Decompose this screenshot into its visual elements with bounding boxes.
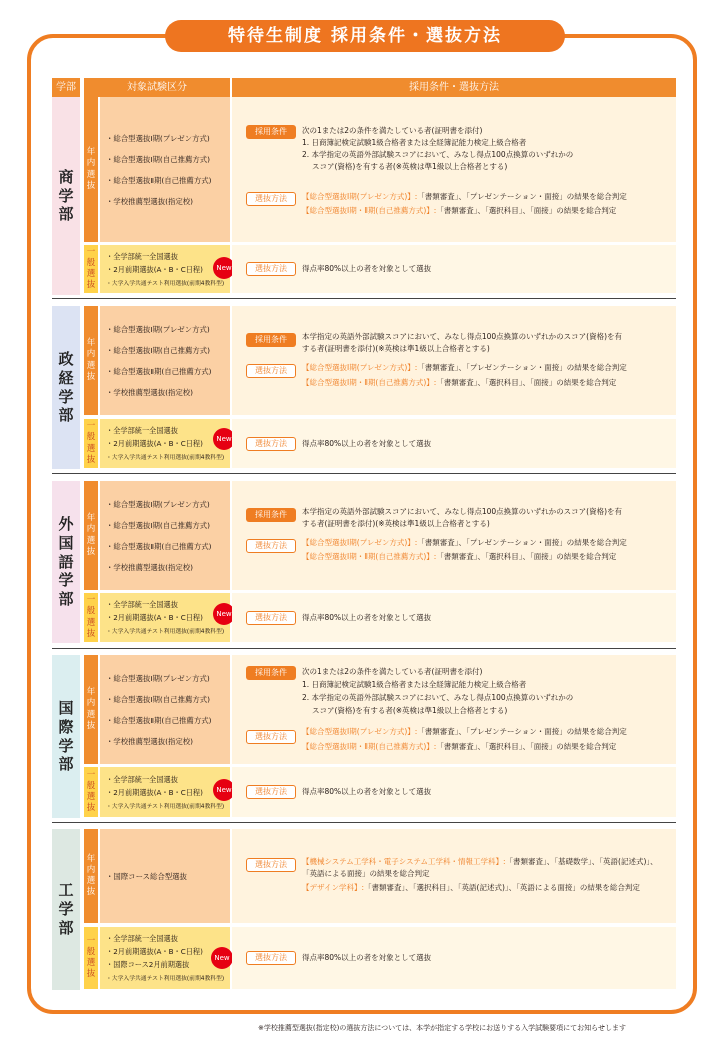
- badge-senbatsu: 選抜方法: [246, 262, 296, 276]
- cond-box-ippan: [232, 593, 676, 642]
- text: ・総合型選抜Ⅰ期(プレゼン方式): [106, 324, 210, 334]
- header-cond: 採用条件・選抜方法: [232, 78, 676, 97]
- text: ・全学部統一全国選抜: [106, 774, 178, 784]
- exam-list-nennai: [100, 306, 230, 415]
- text: ・2月前期選抜(A・B・C日程): [106, 613, 203, 622]
- text: 商学部: [58, 167, 74, 224]
- text: 得点率80%以上の者を対象として選抜: [302, 613, 432, 622]
- text: 「書類審査」、「プレゼンテーション・面接」の結果を総合判定: [417, 538, 627, 547]
- exam-list-ippan: [100, 245, 230, 293]
- text: [302, 741, 616, 753]
- tag-nennai: [84, 829, 98, 923]
- page-title: 特待生制度 採用条件・選抜方法: [165, 20, 565, 52]
- text: ・総合型選抜Ⅰ期(自己推薦方式): [106, 520, 211, 530]
- method-label: 【総合型選抜Ⅰ期(プレゼン方式)】:: [302, 727, 418, 736]
- badge-senbatsu: 選抜方法: [246, 192, 296, 206]
- text: [302, 362, 627, 374]
- text: 政経学部: [58, 350, 74, 425]
- new-badge: New: [213, 428, 235, 450]
- cond-box-nennai: [232, 481, 676, 590]
- method-label: 【総合型選抜Ⅰ期(プレゼン方式)】:: [302, 363, 418, 372]
- text: ・総合型選抜Ⅰ期(プレゼン方式): [106, 133, 210, 143]
- new-badge: New: [213, 779, 235, 801]
- text: 一般選抜: [86, 769, 96, 814]
- text: [302, 205, 616, 217]
- dept-kogaku: [52, 829, 80, 990]
- text: [302, 191, 627, 203]
- exam-list-nennai: [100, 481, 230, 590]
- text: [302, 856, 658, 868]
- text: ・全学部統一全国選抜: [106, 251, 178, 261]
- cond-box-nennai: [232, 655, 676, 764]
- text: 本学指定の英語外部試験スコアにおいて、みなし得点100点換算のいずれかのスコア(資格)を有: [302, 332, 623, 341]
- exam-list-ippan: [100, 419, 230, 468]
- text: 得点率80%以上の者を対象として選抜: [302, 264, 432, 273]
- exam-list-nennai: [100, 97, 230, 242]
- text: ・2月前期選抜(A・B・C日程): [106, 787, 203, 797]
- text: ・大学入学共通テスト利用選抜(前期4教科型): [106, 455, 225, 461]
- tag-ippan: [84, 593, 98, 642]
- text: 「書類審査」、「選択科目」、「英語(記述式)」、「英語による面接」の結果を総合判定: [364, 883, 640, 892]
- text: ・学校推薦型選抜(指定校): [106, 196, 194, 206]
- header-exam: 対象試験区分: [84, 78, 230, 97]
- tag-ippan: [84, 245, 98, 293]
- cond-box-nennai: [232, 306, 676, 415]
- text: 「書類審査」、「選択科目」、「面接」の結果を総合判定: [436, 552, 617, 561]
- text: 次の1または2の条件を満たしている者(証明書を添付): [302, 126, 483, 135]
- tag-nennai: [84, 306, 98, 415]
- text: [302, 551, 616, 563]
- method-label: 【機械システム工学科・電子システム工学科・情報工学科】:: [302, 857, 506, 866]
- badge-saiyo: 採用条件: [246, 333, 296, 347]
- tag-ippan: [84, 927, 98, 989]
- text: ・2月前期選抜(A・B・C日程): [106, 439, 203, 448]
- text: 1. 日商簿記検定試験1級合格者または全経簿記能力検定上級合格者: [302, 680, 527, 689]
- tag-nennai: [84, 655, 98, 764]
- badge-saiyo: 採用条件: [246, 666, 296, 680]
- cond-box-nennai: [232, 97, 676, 242]
- method-label: 【デザイン学科】:: [302, 883, 365, 892]
- cond-box-nennai: [232, 829, 676, 923]
- text: 国際学部: [58, 699, 74, 774]
- text: ・大学入学共通テスト利用選抜(前期4教科型): [106, 629, 225, 635]
- new-badge: New: [213, 603, 235, 625]
- method-label: 【総合型選抜Ⅰ期・Ⅱ期(自己推薦方式)】:: [302, 206, 437, 215]
- badge-senbatsu: 選抜方法: [246, 785, 296, 799]
- badge-senbatsu: 選抜方法: [246, 951, 296, 965]
- badge-senbatsu: 選抜方法: [246, 611, 296, 625]
- text: 年内選抜: [86, 687, 96, 731]
- divider: [52, 648, 676, 649]
- cond-box-ippan: [232, 245, 676, 293]
- text: ・総合型選抜Ⅱ期(自己推薦方式): [106, 715, 212, 725]
- text: ・国際コース総合型選抜: [106, 871, 187, 881]
- text: 「書類審査」、「プレゼンテーション・面接」の結果を総合判定: [417, 363, 627, 372]
- text: 「書類審査」、「基礎数学」、「英語(記述式)」、: [505, 857, 658, 866]
- text: ・大学入学共通テスト利用選抜(前期4教科型): [106, 976, 225, 982]
- cond-box-ippan: [232, 767, 676, 817]
- cond-box-ippan: [232, 419, 676, 468]
- tag-nennai: [84, 97, 98, 242]
- exam-list-ippan: [100, 767, 230, 817]
- text: 2. 本学指定の英語外部試験スコアにおいて、みなし得点100点換算のいずれかの: [302, 693, 574, 702]
- text: ・全学部統一全国選抜: [106, 934, 178, 943]
- text: スコア(資格)を有する者(※英検は準1級以上合格者とする): [312, 162, 508, 171]
- text: 「書類審査」、「選択科目」、「面接」の結果を総合判定: [436, 742, 617, 751]
- badge-senbatsu: 選抜方法: [246, 730, 296, 744]
- text: ・総合型選抜Ⅰ期(自己推薦方式): [106, 154, 211, 164]
- text: 一般選抜: [86, 935, 96, 980]
- text: 年内選抜: [86, 338, 96, 382]
- text: 得点率80%以上の者を対象として選抜: [302, 787, 432, 796]
- text: ・総合型選抜Ⅰ期(プレゼン方式): [106, 673, 210, 683]
- text: ・大学入学共通テスト利用選抜(前期4教科型): [106, 803, 225, 810]
- new-badge: New: [211, 947, 233, 969]
- text: 一般選抜: [86, 246, 96, 291]
- text: ・総合型選抜Ⅰ期(自己推薦方式): [106, 345, 211, 355]
- header-dept: 学部: [52, 78, 80, 97]
- text: ・総合型選抜Ⅱ期(自己推薦方式): [106, 541, 212, 551]
- text: 「書類審査」、「プレゼンテーション・面接」の結果を総合判定: [417, 727, 627, 736]
- badge-senbatsu: 選抜方法: [246, 858, 296, 872]
- exam-list-ippan: [100, 593, 230, 642]
- text: ・大学入学共通テスト利用選抜(前期4教科型): [106, 280, 225, 287]
- tag-ippan: [84, 419, 98, 468]
- text: 年内選抜: [86, 513, 96, 557]
- text: 外国語学部: [58, 515, 74, 609]
- new-badge: New: [213, 257, 235, 279]
- text: 「書類審査」、「プレゼンテーション・面接」の結果を総合判定: [417, 192, 627, 201]
- method-label: 【総合型選抜Ⅰ期・Ⅱ期(自己推薦方式)】:: [302, 742, 437, 751]
- text: 工学部: [58, 881, 74, 937]
- text: ・2月前期選抜(A・B・C日程): [106, 947, 203, 956]
- dept-kokusai: [52, 655, 80, 818]
- text: 2. 本学指定の英語外部試験スコアにおいて、みなし得点100点換算のいずれかの: [302, 150, 574, 159]
- method-label: 【総合型選抜Ⅰ期・Ⅱ期(自己推薦方式)】:: [302, 378, 437, 387]
- method-label: 【総合型選抜Ⅰ期・Ⅱ期(自己推薦方式)】:: [302, 552, 437, 561]
- dept-gaikokugo: [52, 481, 80, 643]
- tag-nennai: [84, 481, 98, 590]
- badge-senbatsu: 選抜方法: [246, 364, 296, 378]
- text: する者(証明書を添付)(※英検は準1級以上合格者とする): [302, 344, 490, 353]
- text: ・総合型選抜Ⅰ期(プレゼン方式): [106, 499, 210, 509]
- text: ・2月前期選抜(A・B・C日程): [106, 264, 203, 274]
- text: ・全学部統一全国選抜: [106, 600, 178, 609]
- text: 1. 日商簿記検定試験1級合格者または全経簿記能力検定上級合格者: [302, 138, 527, 147]
- text: 次の1または2の条件を満たしている者(証明書を添付): [302, 667, 483, 676]
- text: ・学校推薦型選抜(指定校): [106, 736, 194, 746]
- text: ・学校推薦型選抜(指定校): [106, 562, 194, 572]
- divider: [52, 298, 676, 299]
- text: 得点率80%以上の者を対象として選抜: [302, 439, 432, 448]
- text: 「書類審査」、「選択科目」、「面接」の結果を総合判定: [436, 378, 617, 387]
- text: スコア(資格)を有する者(※英検は準1級以上合格者とする): [312, 706, 508, 715]
- badge-saiyo: 採用条件: [246, 508, 296, 522]
- text: [302, 377, 616, 389]
- text: 本学指定の英語外部試験スコアにおいて、みなし得点100点換算のいずれかのスコア(資格)を有: [302, 507, 623, 516]
- dept-seikei: [52, 306, 80, 469]
- divider: [52, 473, 676, 474]
- text: 年内選抜: [86, 853, 96, 898]
- text: ・総合型選抜Ⅰ期(自己推薦方式): [106, 694, 211, 704]
- exam-list-nennai: [100, 655, 230, 764]
- tag-ippan: [84, 767, 98, 817]
- text: ・総合型選抜Ⅱ期(自己推薦方式): [106, 366, 212, 376]
- text: 得点率80%以上の者を対象として選抜: [302, 953, 432, 962]
- badge-senbatsu: 選抜方法: [246, 539, 296, 553]
- text: 年内選抜: [86, 147, 96, 191]
- footnote: ※学校推薦型選抜(指定校)の選抜方法については、本学が指定する学校にお送りする入学試験要項にてお知らせします: [258, 1024, 626, 1032]
- text: 一般選抜: [86, 595, 96, 639]
- exam-list-nennai: [100, 829, 230, 923]
- text: 「英語による面接」の結果を総合判定: [302, 869, 430, 878]
- badge-saiyo: 採用条件: [246, 125, 296, 139]
- cond-box-ippan: [232, 927, 676, 989]
- text: [302, 882, 640, 894]
- badge-senbatsu: 選抜方法: [246, 437, 296, 451]
- text: [302, 726, 627, 738]
- text: 一般選抜: [86, 421, 96, 465]
- method-label: 【総合型選抜Ⅰ期(プレゼン方式)】:: [302, 192, 418, 201]
- text: ・学校推薦型選抜(指定校): [106, 387, 194, 397]
- text: ・総合型選抜Ⅱ期(自己推薦方式): [106, 175, 212, 185]
- text: ・全学部統一全国選抜: [106, 426, 178, 435]
- dept-shogaku: [52, 97, 80, 295]
- divider: [52, 822, 676, 823]
- text: する者(証明書を添付)(※英検は準1級以上合格者とする): [302, 519, 490, 528]
- text: [302, 537, 627, 549]
- method-label: 【総合型選抜Ⅰ期(プレゼン方式)】:: [302, 538, 418, 547]
- text: 「書類審査」、「選択科目」、「面接」の結果を総合判定: [436, 206, 617, 215]
- text: ・国際コース2月前期選抜: [106, 960, 190, 969]
